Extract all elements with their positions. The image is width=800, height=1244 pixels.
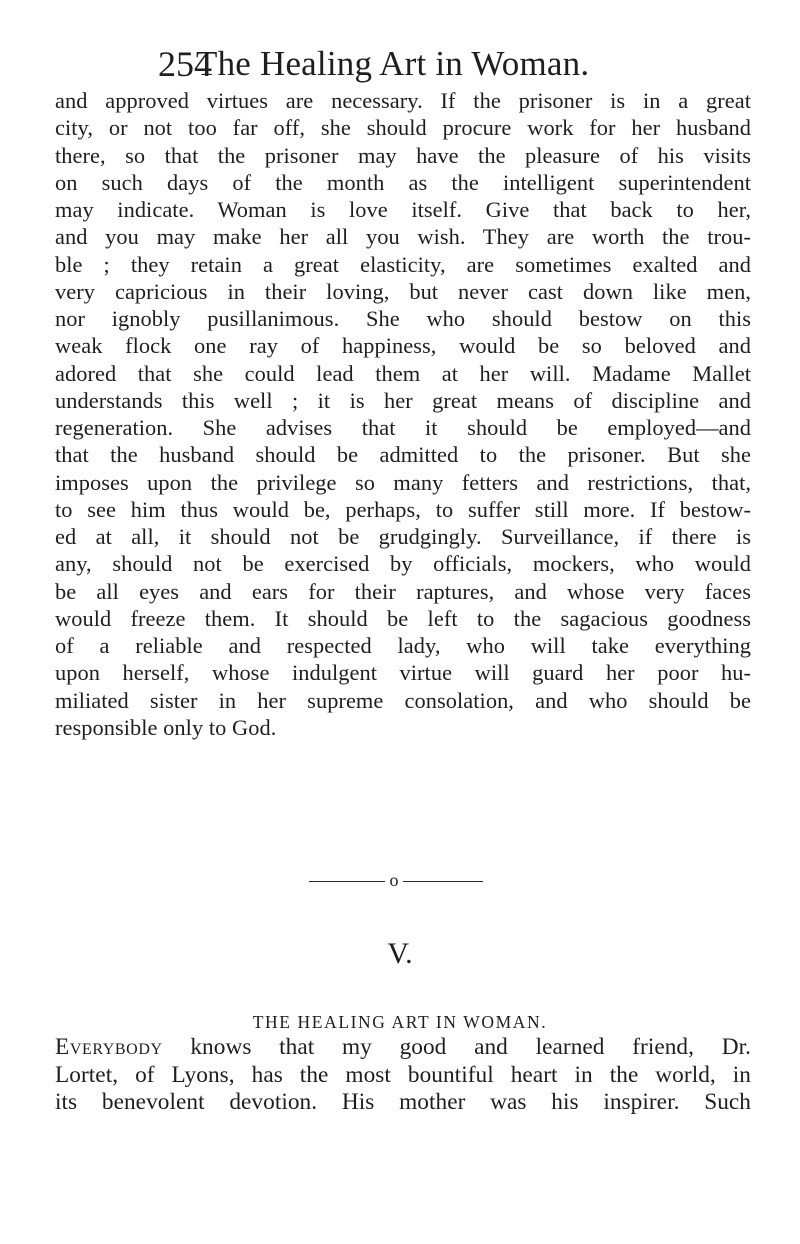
text-line: understands this well ; it is her great means of discipline and: [55, 387, 751, 413]
text-line: and you may make her all you wish. They are worth the trou-: [55, 224, 751, 250]
separator-ornament: o: [389, 870, 399, 890]
text-line: any, should not be exercised by officials, mockers, who would: [55, 551, 751, 577]
text-line: there, so that the prisoner may have the pleasure of his visits: [55, 142, 751, 168]
text-line: miliated sister in her supreme consolation, and who should be: [55, 687, 751, 713]
text-line: Lortet, of Lyons, has the most bountiful heart in the world, in: [55, 1061, 751, 1088]
running-title: The Healing Art in Woman.: [196, 44, 590, 83]
text-line: upon herself, whose indulgent virtue will guard her poor hu-: [55, 660, 751, 686]
text-line: city, or not too far off, she should procure work for her husband: [55, 115, 751, 141]
text-line: to see him thus would be, perhaps, to suffer still more. If bestow-: [55, 496, 751, 522]
opening-line-rest: knows that my good and learned friend, Dr.: [162, 1034, 751, 1060]
text-line: imposes upon the privilege so many fetters and restrictions, that,: [55, 469, 751, 495]
section-title: THE HEALING ART IN WOMAN.: [252, 1012, 548, 1032]
text-line: of a reliable and respected lady, who will take everything: [55, 633, 751, 658]
text-line: would freeze them. It should be left to the sagacious goodness: [55, 605, 751, 631]
text-line: on such days of the month as the intelligent superintendent: [55, 169, 751, 195]
text-line: nor ignobly pusillanimous. She who should bestow on this: [55, 306, 751, 331]
body-paragraph: [55, 87, 751, 741]
text-line: very capricious in their loving, but never cast down like men,: [55, 278, 751, 304]
text-line: regeneration. She advises that it should be employed—and: [55, 415, 751, 440]
text-line: [55, 1034, 751, 1062]
section-separator: [309, 871, 483, 893]
text-line-last: responsible only to God.: [55, 714, 277, 740]
text-line: may indicate. Woman is love itself. Give that back to her,: [55, 197, 751, 222]
text-line: weak flock one ray of happiness, would be so beloved and: [55, 333, 751, 359]
text-line: ed at all, it should not be grudgingly. Surveillance, if there is: [55, 524, 751, 549]
text-line: its benevolent devotion. His mother was his inspirer. Such: [55, 1089, 751, 1115]
separator-rule-left: [309, 881, 385, 882]
text-line: adored that she could lead them at her will. Madame Mallet: [55, 360, 751, 386]
text-line: ble ; they retain a great elasticity, are sometimes exalted and: [55, 251, 751, 277]
text-line: that the husband should be admitted to the prisoner. But she: [55, 442, 751, 468]
page-number: 254: [158, 44, 212, 84]
section-number: V.: [387, 937, 413, 970]
text-line: be all eyes and ears for their raptures, and whose very faces: [55, 578, 751, 604]
section-opening-paragraph: [55, 1034, 751, 1117]
text-line: and approved virtues are necessary. If the prisoner is in a great: [55, 88, 751, 113]
separator-rule-right: [403, 881, 483, 882]
opening-word: Everybody: [55, 1034, 163, 1060]
